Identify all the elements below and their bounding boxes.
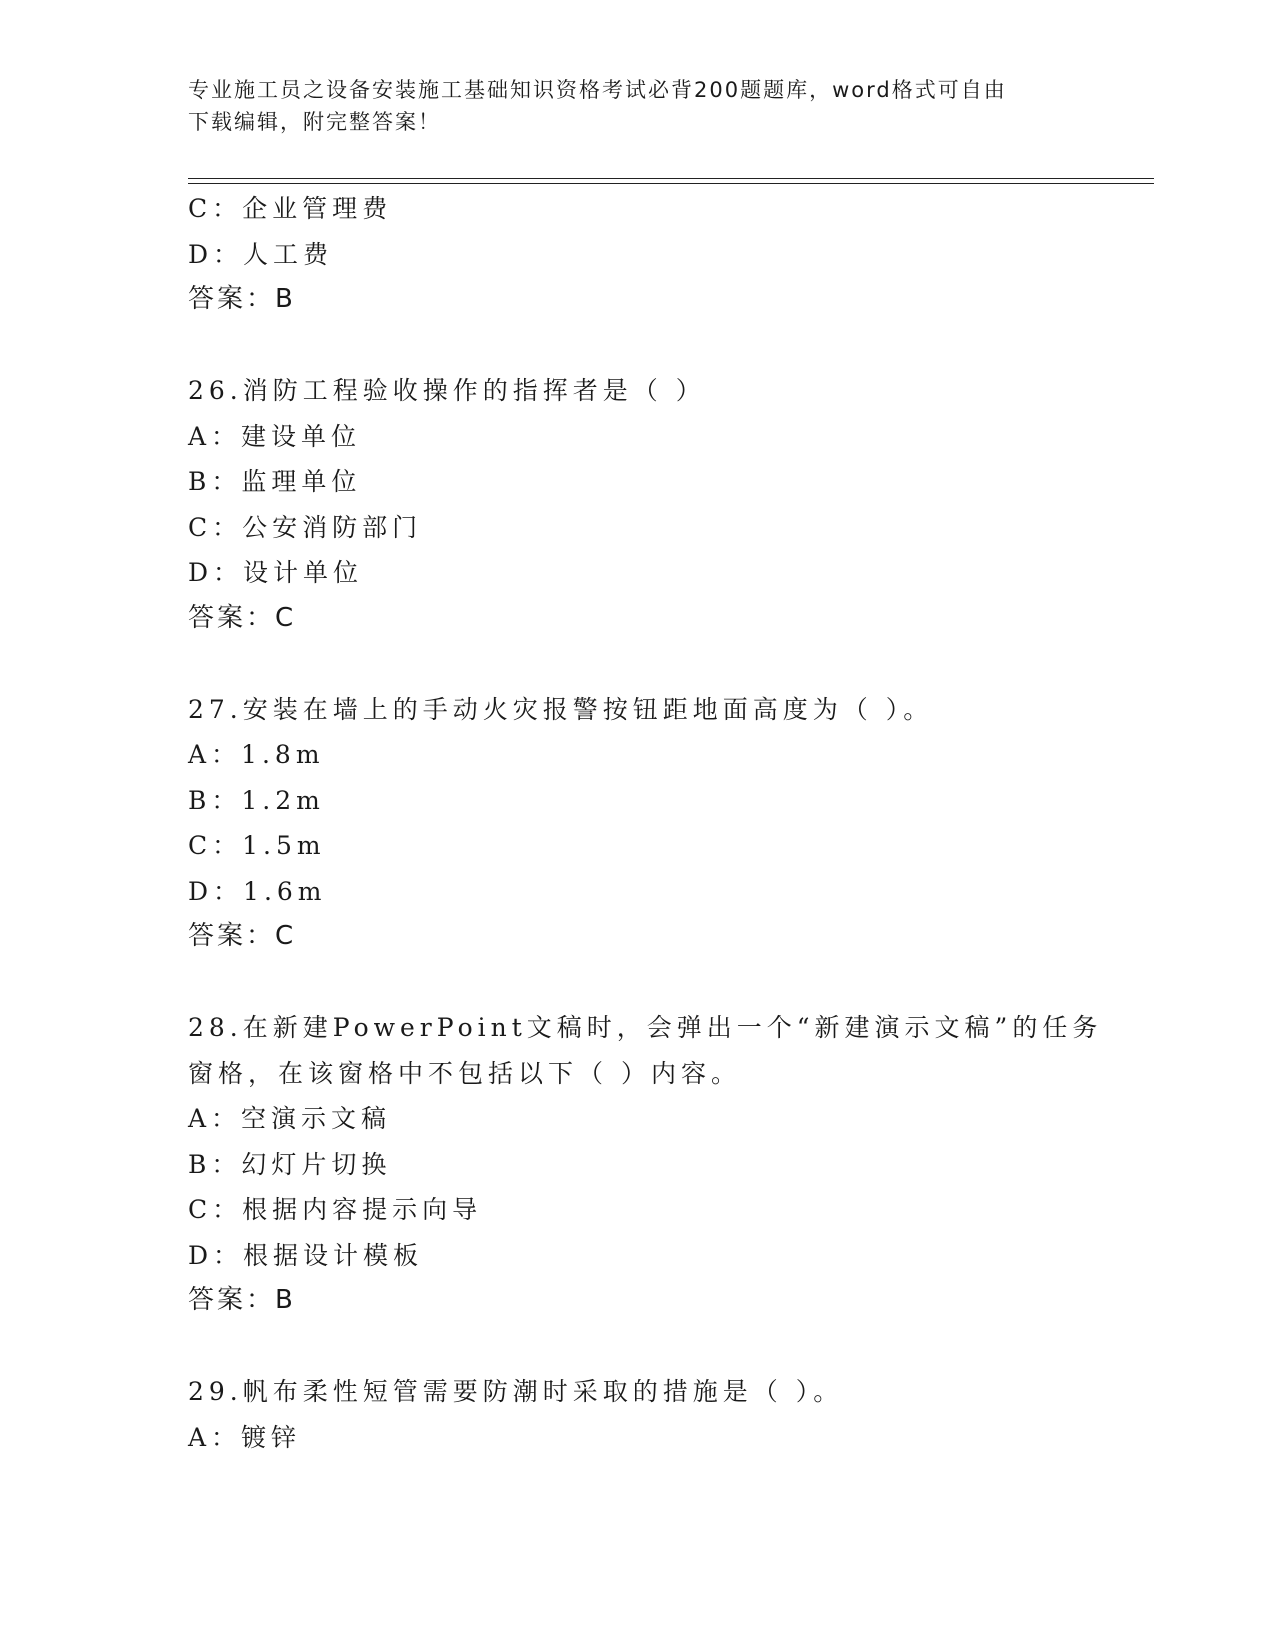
question-block-25	[188, 186, 1128, 323]
option-d: D：设计单位	[188, 558, 364, 587]
option-a: A：镀锌	[188, 1422, 302, 1452]
question-stem-continued: 窗格，在该窗格中不包括以下（ ）内容。	[188, 1058, 741, 1088]
spacer	[188, 960, 1128, 1006]
header-divider-top	[188, 178, 1154, 179]
header-divider-bottom	[188, 183, 1154, 184]
option-a: A：空演示文稿	[188, 1104, 392, 1133]
question-stem: 29.帆布柔性短管需要防潮时采取的措施是（ ）。	[188, 1377, 844, 1406]
question-stem: 27.安装在墙上的手动火灾报警按钮距地面高度为（ ）。	[188, 694, 934, 724]
option-c: C：1.5m	[188, 831, 326, 860]
option-d: D：人工费	[188, 239, 334, 269]
option-c: C：根据内容提示向导	[188, 1195, 483, 1224]
question-block-29	[188, 1369, 1128, 1460]
answer-line: 答案：C	[188, 602, 297, 633]
option-a: A：建设单位	[188, 421, 362, 451]
option-c: C：公安消防部门	[188, 512, 423, 542]
answer-line: 答案：B	[188, 284, 296, 314]
answer-line: 答案：B	[188, 1285, 296, 1315]
spacer	[188, 323, 1128, 369]
document-title	[188, 74, 1068, 138]
question-stem: 26.消防工程验收操作的指挥者是（ ）	[188, 376, 706, 405]
option-b: B：1.2m	[188, 785, 325, 815]
option-b: B：幻灯片切换	[188, 1149, 392, 1179]
question-block-27	[188, 687, 1128, 960]
question-block-26	[188, 368, 1128, 641]
question-stem: 28.在新建PowerPoint文稿时，会弹出一个“新建演示文稿”的任务	[188, 1013, 1103, 1042]
question-block-28	[188, 1005, 1128, 1324]
option-d: D：根据设计模板	[188, 1240, 424, 1270]
option-b: B：监理单位	[188, 467, 362, 496]
option-a: A：1.8m	[188, 740, 325, 769]
document-title-line-1: 专业施工员之设备安装施工基础知识资格考试必背200题题库，word格式可自由	[188, 78, 1007, 102]
question-list	[188, 186, 1128, 1460]
option-d: D：1.6m	[188, 876, 327, 906]
option-c: C：企业管理费	[188, 194, 393, 223]
spacer	[188, 1324, 1128, 1370]
spacer	[188, 641, 1128, 687]
document-title-line-2: 下载编辑，附完整答案！	[188, 110, 441, 134]
answer-line: 答案：C	[188, 921, 297, 951]
